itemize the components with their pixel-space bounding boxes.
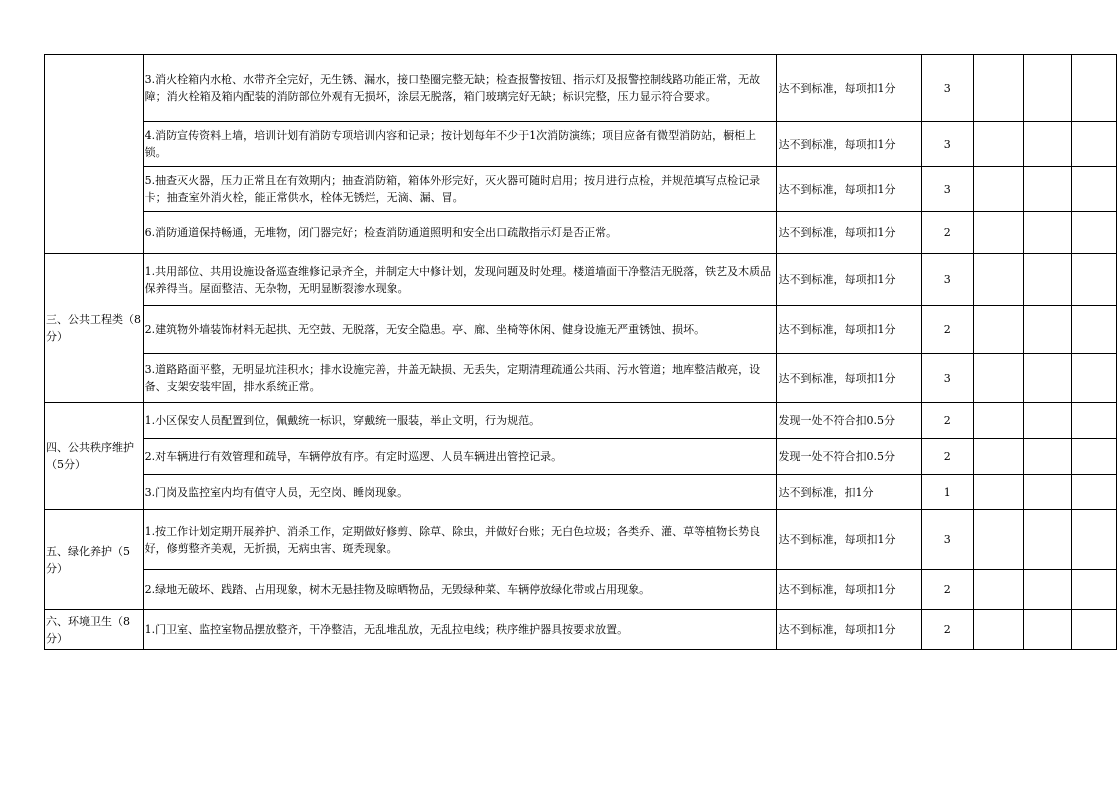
deduction-cell: 达不到标准，每项扣1分: [777, 122, 921, 167]
table-row: [45, 254, 1117, 306]
category-cell: 五、绿化养护（5分）: [45, 510, 144, 610]
requirement-cell: 3.道路路面平整，无明显坑洼积水；排水设施完善，井盖无缺损、无丢失，定期清理疏通公共雨、污水管道；地库整洁敞亮，设备、支架安装牢固，排水系统正常。: [143, 354, 777, 403]
score-cell: 2: [921, 212, 973, 254]
blank-cell: [1024, 354, 1072, 403]
score-cell: 2: [921, 439, 973, 475]
score-cell: 2: [921, 403, 973, 439]
blank-cell: [1024, 167, 1072, 212]
table-row: [45, 212, 1117, 254]
requirement-cell: 1.按工作计划定期开展养护、消杀工作，定期做好修剪、除草、除虫，并做好台账；无白色垃圾；各类乔、灌、草等植物长势良好，修剪整齐美观，无折损，无病虫害、斑秃现象。: [143, 510, 777, 570]
requirement-cell: 1.门卫室、监控室物品摆放整齐，干净整洁，无乱堆乱放，无乱拉电线；秩序维护器具按要求放置。: [143, 610, 777, 650]
blank-cell: [973, 570, 1024, 610]
score-cell: 3: [921, 510, 973, 570]
requirement-cell: 2.建筑物外墙装饰材料无起拱、无空鼓、无脱落，无安全隐患。亭、廊、坐椅等休闲、健身设施无严重锈蚀、损坏。: [143, 306, 777, 354]
requirement-cell: 1.小区保安人员配置到位，佩戴统一标识，穿戴统一服装，举止文明，行为规范。: [143, 403, 777, 439]
blank-cell: [973, 167, 1024, 212]
blank-cell: [1072, 570, 1117, 610]
requirement-cell: 1.共用部位、共用设施设备巡查维修记录齐全，并制定大中修计划，发现问题及时处理。楼道墙面干净整洁无脱落，铁艺及木质品保养得当。屋面整洁、无杂物，无明显断裂渗水现象。: [143, 254, 777, 306]
blank-cell: [973, 254, 1024, 306]
blank-cell: [973, 122, 1024, 167]
blank-cell: [973, 306, 1024, 354]
blank-cell: [1072, 167, 1117, 212]
blank-cell: [1072, 122, 1117, 167]
blank-cell: [1072, 610, 1117, 650]
category-cell: 四、公共秩序维护（5分）: [45, 403, 144, 510]
blank-cell: [1024, 254, 1072, 306]
blank-cell: [1072, 403, 1117, 439]
score-cell: 3: [921, 122, 973, 167]
table-row: [45, 570, 1117, 610]
requirement-cell: 2.对车辆进行有效管理和疏导，车辆停放有序。有定时巡逻、人员车辆进出管控记录。: [143, 439, 777, 475]
deduction-cell: 达不到标准，每项扣1分: [777, 306, 921, 354]
table-row: [45, 475, 1117, 510]
requirement-cell: 4.消防宣传资料上墙，培训计划有消防专项培训内容和记录；按计划每年不少于1次消防演练；项目应备有微型消防站，橱柜上锁。: [143, 122, 777, 167]
score-cell: 3: [921, 55, 973, 122]
blank-cell: [1024, 55, 1072, 122]
blank-cell: [973, 610, 1024, 650]
score-cell: 3: [921, 254, 973, 306]
category-cell: [45, 55, 144, 254]
deduction-cell: 达不到标准，扣1分: [777, 475, 921, 510]
blank-cell: [973, 212, 1024, 254]
blank-cell: [973, 439, 1024, 475]
blank-cell: [973, 55, 1024, 122]
deduction-cell: 达不到标准，每项扣1分: [777, 610, 921, 650]
deduction-cell: 达不到标准，每项扣1分: [777, 570, 921, 610]
blank-cell: [1024, 610, 1072, 650]
score-cell: 3: [921, 354, 973, 403]
table-row: [45, 306, 1117, 354]
blank-cell: [1024, 122, 1072, 167]
assessment-table: [44, 54, 1117, 650]
blank-cell: [973, 354, 1024, 403]
table-row: [45, 510, 1117, 570]
blank-cell: [1024, 403, 1072, 439]
blank-cell: [1072, 212, 1117, 254]
blank-cell: [1072, 475, 1117, 510]
blank-cell: [1072, 354, 1117, 403]
blank-cell: [1024, 306, 1072, 354]
table-row: [45, 122, 1117, 167]
score-cell: 1: [921, 475, 973, 510]
table-row: [45, 55, 1117, 122]
table-row: [45, 610, 1117, 650]
requirement-cell: 2.绿地无破坏、践踏、占用现象，树木无悬挂物及晾晒物品，无毁绿种菜、车辆停放绿化带或占用现象。: [143, 570, 777, 610]
blank-cell: [1024, 475, 1072, 510]
deduction-cell: 达不到标准，每项扣1分: [777, 55, 921, 122]
blank-cell: [1024, 212, 1072, 254]
requirement-cell: 6.消防通道保持畅通，无堆物，闭门器完好；检查消防通道照明和安全出口疏散指示灯是否正常。: [143, 212, 777, 254]
deduction-cell: 达不到标准，每项扣1分: [777, 254, 921, 306]
requirement-cell: 3.门岗及监控室内均有值守人员，无空岗、睡岗现象。: [143, 475, 777, 510]
requirement-cell: 5.抽查灭火器，压力正常且在有效期内；抽查消防箱，箱体外形完好，灭火器可随时启用；按月进行点检，并规范填写点检记录卡；抽查室外消火栓，能正常供水，栓体无锈烂，无滴、漏、冒。: [143, 167, 777, 212]
blank-cell: [1024, 510, 1072, 570]
blank-cell: [973, 403, 1024, 439]
score-cell: 3: [921, 167, 973, 212]
deduction-cell: 达不到标准，每项扣1分: [777, 212, 921, 254]
score-cell: 2: [921, 610, 973, 650]
deduction-cell: 达不到标准，每项扣1分: [777, 510, 921, 570]
category-cell: 六、环境卫生（8分）: [45, 610, 144, 650]
blank-cell: [973, 475, 1024, 510]
blank-cell: [1072, 55, 1117, 122]
blank-cell: [1024, 570, 1072, 610]
deduction-cell: 达不到标准，每项扣1分: [777, 354, 921, 403]
deduction-cell: 发现一处不符合扣0.5分: [777, 403, 921, 439]
score-cell: 2: [921, 570, 973, 610]
table-row: [45, 354, 1117, 403]
blank-cell: [1072, 254, 1117, 306]
blank-cell: [1072, 510, 1117, 570]
blank-cell: [1024, 439, 1072, 475]
table-row: [45, 439, 1117, 475]
requirement-cell: 3.消火栓箱内水枪、水带齐全完好，无生锈、漏水，接口垫圈完整无缺；检查报警按钮、指示灯及报警控制线路功能正常，无故障；消火栓箱及箱内配装的消防部位外观有无损坏，涂层无脱落，箱门玻璃完好无缺；标识完整，压力显示符合要求。: [143, 55, 777, 122]
deduction-cell: 达不到标准，每项扣1分: [777, 167, 921, 212]
score-cell: 2: [921, 306, 973, 354]
deduction-cell: 发现一处不符合扣0.5分: [777, 439, 921, 475]
blank-cell: [973, 510, 1024, 570]
table-row: [45, 403, 1117, 439]
category-cell: 三、公共工程类（8分）: [45, 254, 144, 403]
table-row: [45, 167, 1117, 212]
blank-cell: [1072, 439, 1117, 475]
blank-cell: [1072, 306, 1117, 354]
